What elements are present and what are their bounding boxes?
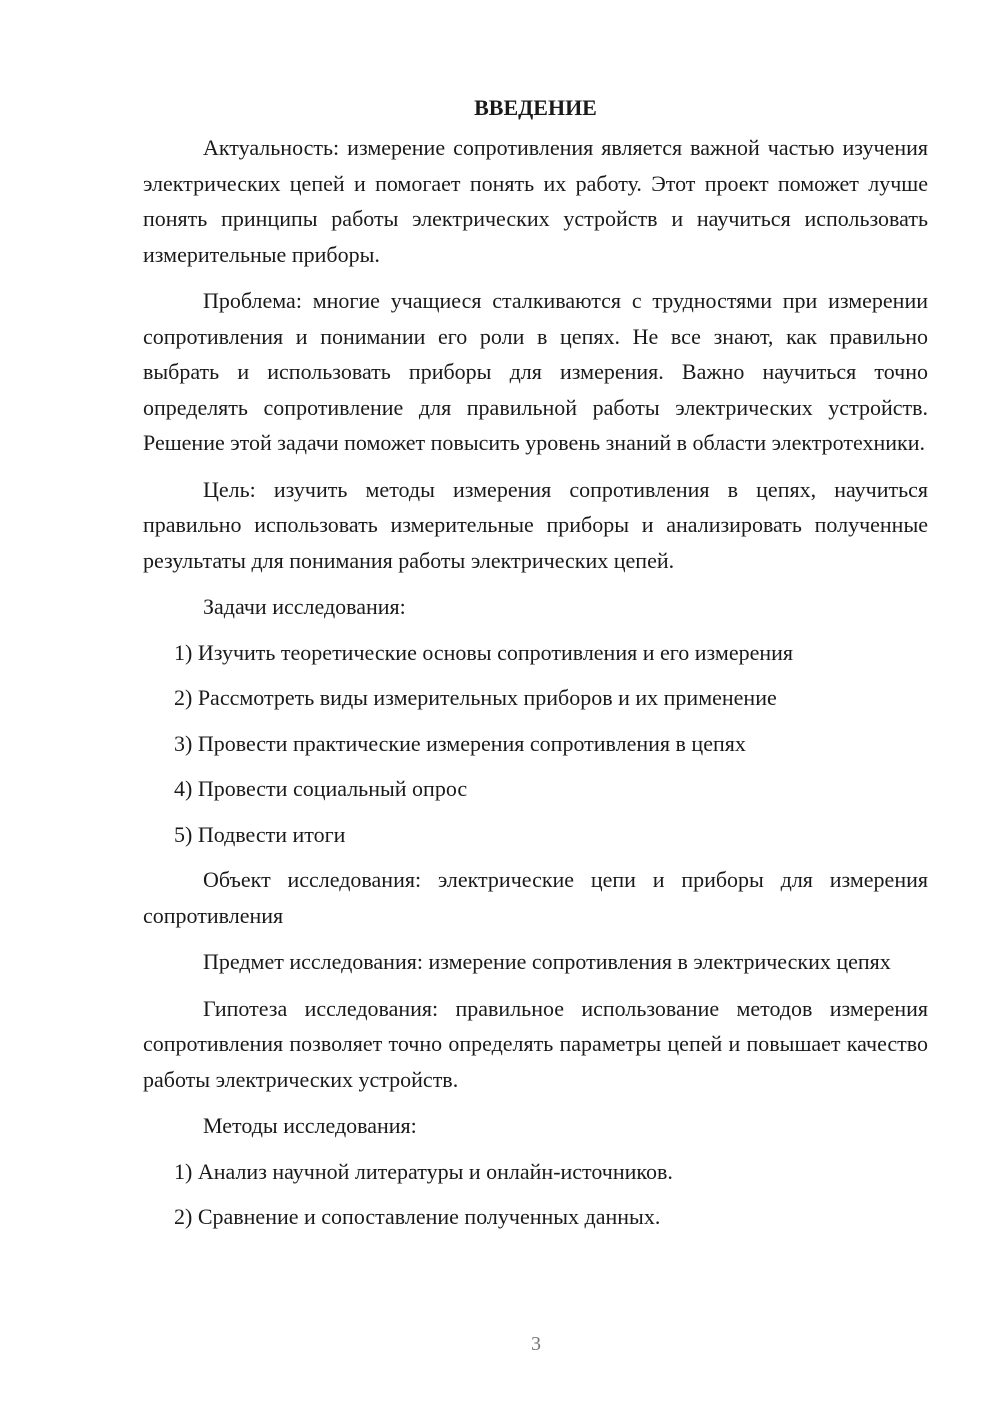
list-item: 1) Анализ научной литературы и онлайн-источников.: [174, 1158, 673, 1184]
tasks-heading: Задачи исследования:: [203, 594, 406, 619]
page-number: 3: [531, 1333, 541, 1355]
list-item: 4) Провести социальный опрос: [174, 776, 468, 801]
document-page: [143, 92, 928, 1245]
goal-paragraph: Цель: изучить методы измерения сопротивления в цепях, научиться правильно использовать измерительные приборы и анализировать полученные результаты для понимания работы электрических цепей.: [143, 476, 928, 573]
relevance-paragraph: Актуальность: измерение сопротивления является важной частью изучения электрических цепей и помогает понять их работу. Этот проект поможет лучше понять принципы работы электрических устройств и научиться использовать измерительные приборы.: [143, 135, 928, 267]
list-item: 2) Сравнение и сопоставление полученных данных.: [174, 1204, 661, 1229]
list-item: 1) Изучить теоретические основы сопротивления и его измерения: [174, 639, 794, 665]
problem-paragraph: Проблема: многие учащиеся сталкиваются с трудностями при измерении сопротивления и понимании его роли в цепях. Не все знают, как правильно выбрать и использовать приборы для измерения. Важно научиться точно определять сопротивление для правильной работы электрических устройств. Решение этой задачи поможет повысить уровень знаний в области электротехники.: [143, 288, 928, 455]
methods-heading: Методы исследования:: [203, 1113, 417, 1138]
object-paragraph: Объект исследования: электрические цепи и приборы для измерения сопротивления: [143, 867, 928, 928]
hypothesis-paragraph: Гипотеза исследования: правильное использование методов измерения сопротивления позволяет точно определять параметры цепей и повышает качество работы электрических устройств.: [143, 995, 928, 1092]
methods-list: [143, 1154, 928, 1235]
list-item: 2) Рассмотреть виды измерительных приборов и их применение: [174, 685, 777, 710]
tasks-list: [143, 635, 928, 853]
list-item: 3) Провести практические измерения сопротивления в цепях: [174, 730, 746, 756]
page-title: ВВЕДЕНИЕ: [474, 95, 597, 120]
subject-paragraph: Предмет исследования: измерение сопротивления в электрических цепях: [203, 949, 891, 974]
list-item: 5) Подвести итоги: [174, 821, 346, 847]
